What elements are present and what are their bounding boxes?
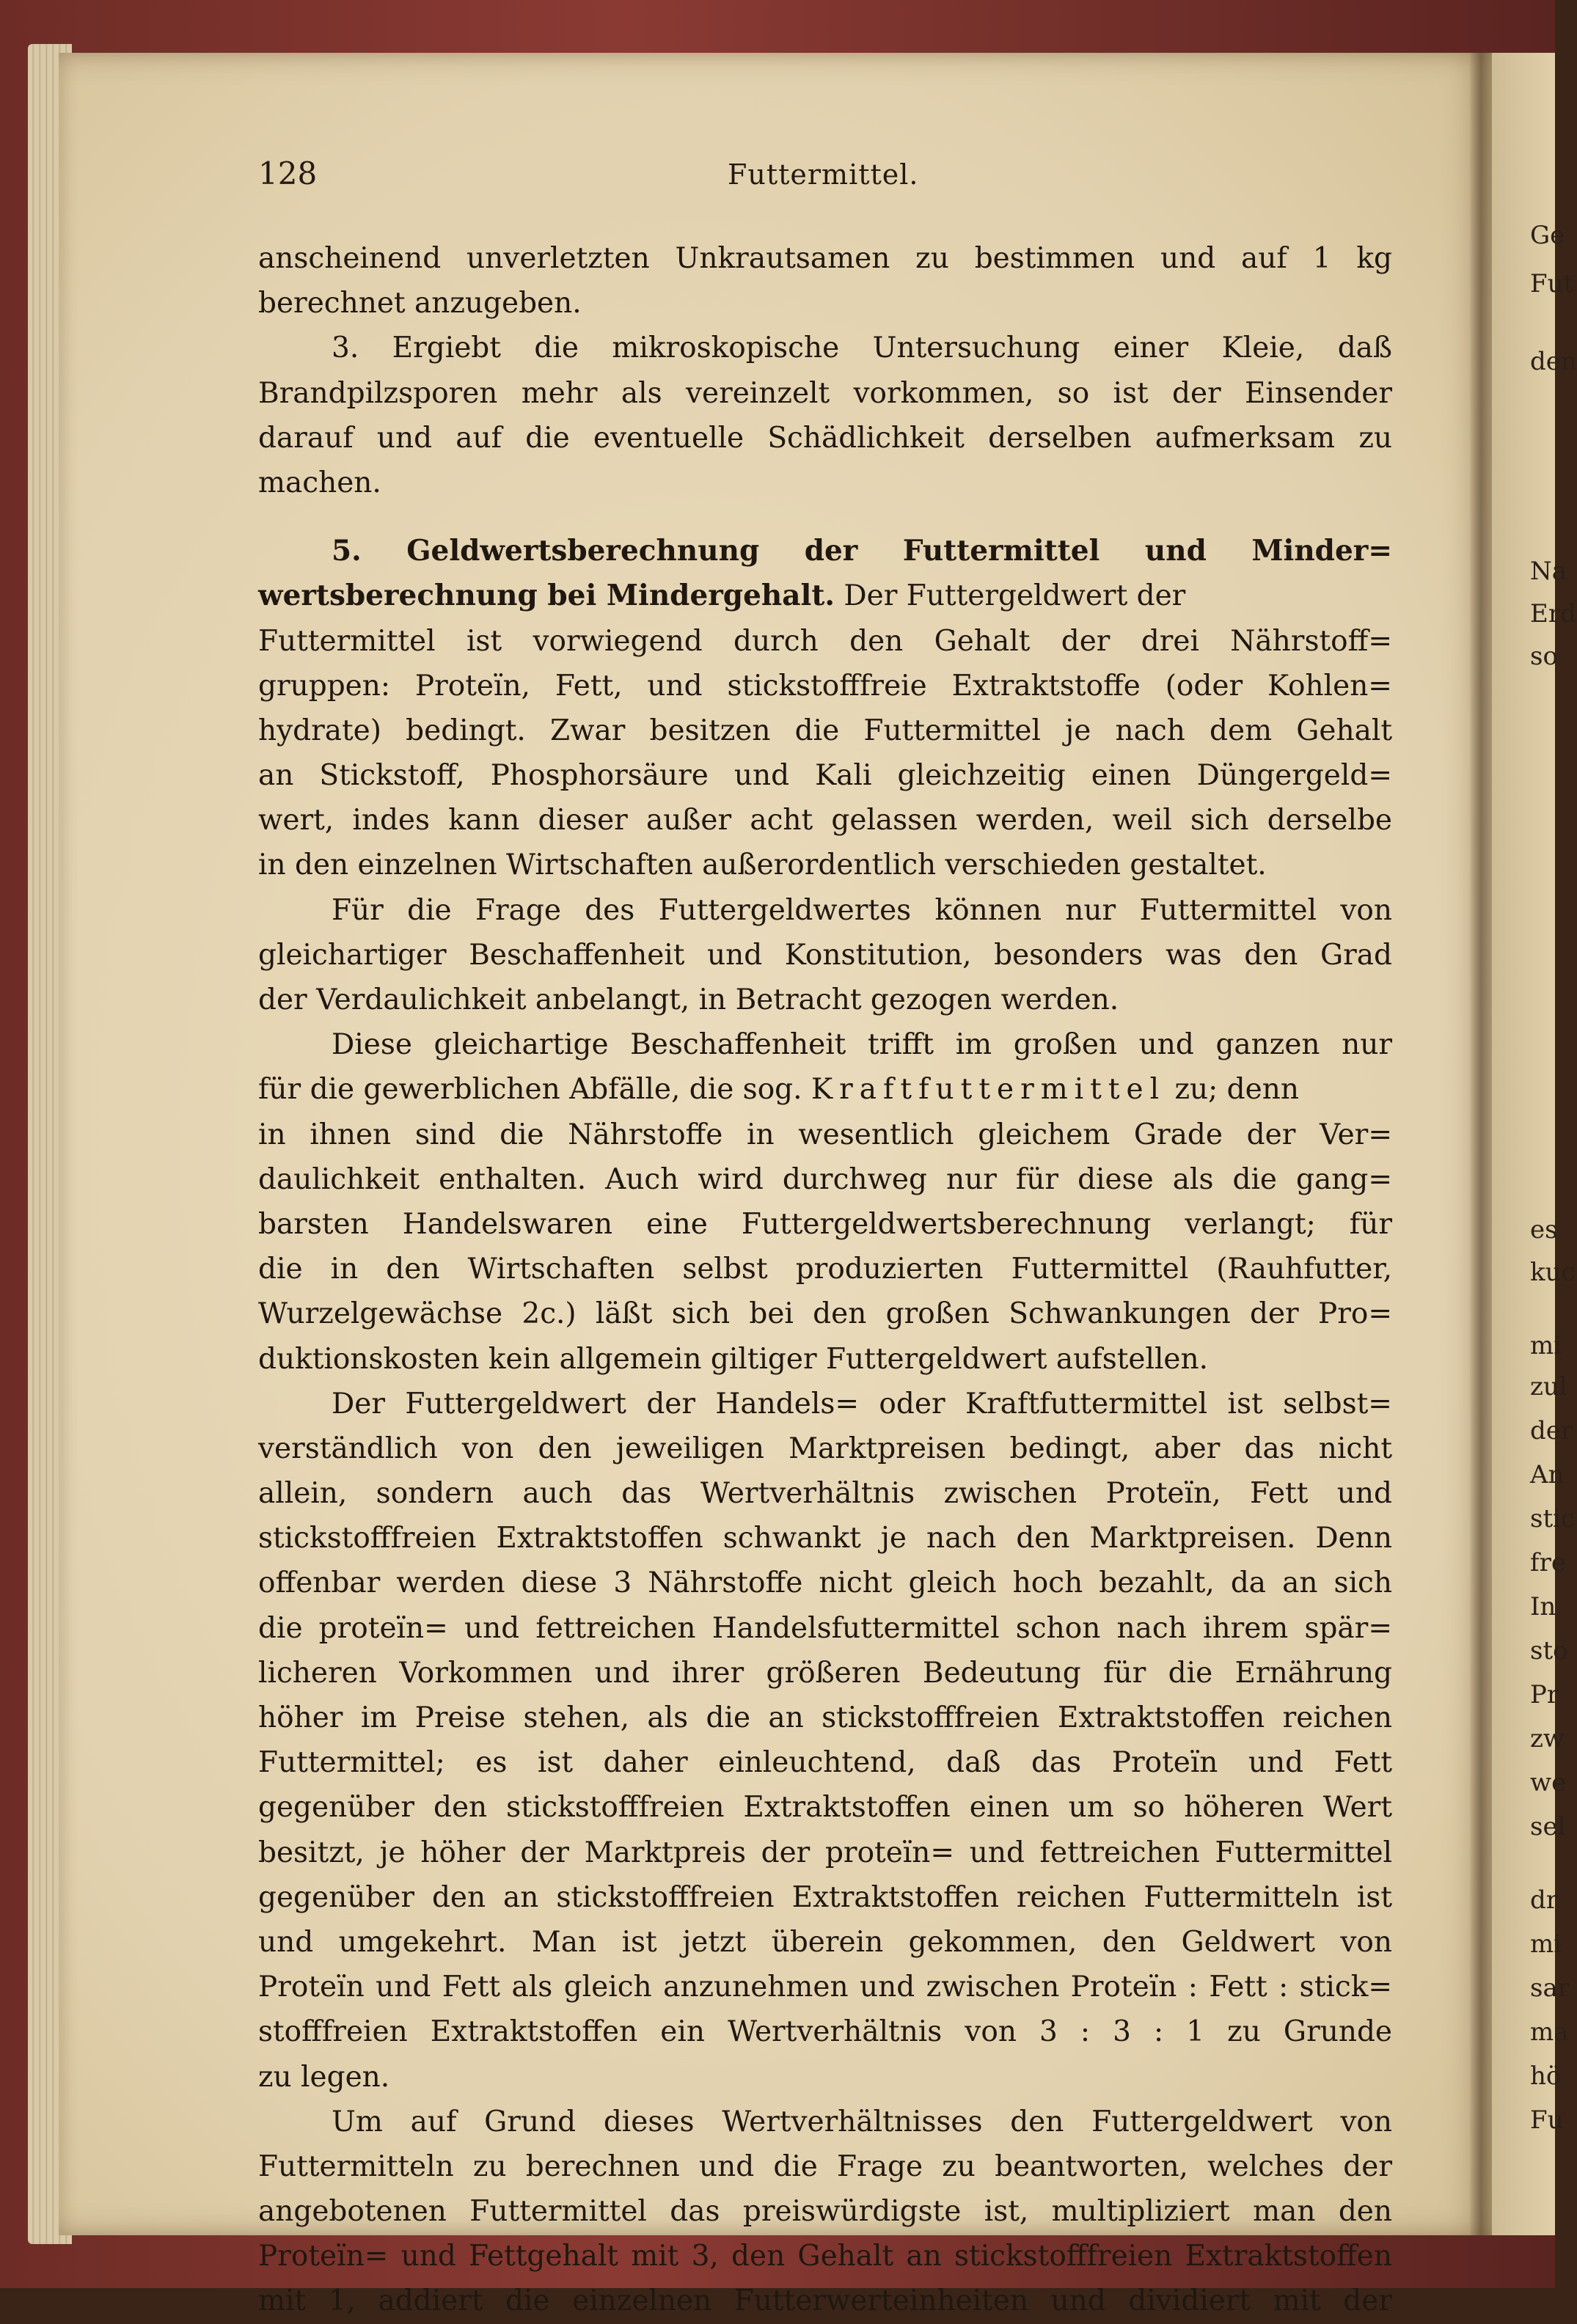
text-line: gleichartiger Beschaffenheit und Konstitution, besonders was den Grad: [258, 938, 1392, 972]
next-page-fragment: Fut: [1530, 269, 1574, 298]
text-line: Um auf Grund dieses Wertverhältnisses den Futtergeldwert von: [332, 2105, 1392, 2138]
text-line: duktionskosten kein allgemein giltiger Futtergeldwert aufstellen.: [258, 1342, 1209, 1376]
text-line: wert, indes kann dieser außer acht gelassen werden, weil sich derselbe: [258, 804, 1392, 837]
page-number: 128: [258, 155, 318, 191]
text-line: angebotenen Futtermittel das preiswürdigste ist, multipliziert man den: [258, 2195, 1392, 2229]
text-line: [258, 573, 1392, 618]
text-line: hydrate) bedingt. Zwar besitzen die Futtermittel je nach dem Gehalt: [258, 714, 1392, 747]
text-line-part: Der Futtergeldwert der: [844, 579, 1186, 613]
text-line: an Stickstoff, Phosphorsäure und Kali gleichzeitig einen Düngergeld=: [258, 759, 1392, 793]
page-header: [258, 155, 1392, 199]
text-line: gegenüber den an stickstofffreien Extraktstoffen reichen Futtermitteln ist: [258, 1880, 1392, 1914]
text-line-part: für die gewerblichen Abfälle, die sog.: [258, 1073, 802, 1107]
next-page-edge: [1492, 53, 1577, 2235]
text-line: Futtermitteln zu berechnen und die Frage zu beantworten, welches der: [258, 2149, 1392, 2183]
text-line: anscheinend unverletzten Unkrautsamen zu bestimmen und auf 1 kg: [258, 242, 1392, 275]
text-line: offenbar werden diese 3 Nährstoffe nicht gleich hoch bezahlt, da an sich: [258, 1566, 1392, 1600]
text-line: mit 1, addiert die einzelnen Futterwerteinheiten und dividiert mit der: [258, 2284, 1392, 2318]
next-page-fragment: Pr: [1530, 1680, 1559, 1709]
text-line: höher im Preise stehen, als die an stickstofffreien Extraktstoffen reichen: [258, 1701, 1392, 1734]
next-page-fragment: sel: [1530, 1812, 1566, 1841]
section-heading: 5. Geldwertsberechnung der Futtermittel und Minder=: [332, 534, 1392, 568]
next-page-fragment: sar: [1530, 1973, 1570, 2003]
next-page-fragment: mi: [1530, 1331, 1562, 1360]
text-line: Wurzelgewächse 2c.) läßt sich bei den großen Schwankungen der Pro=: [258, 1297, 1392, 1331]
text-line: machen.: [258, 466, 381, 499]
text-line: Proteïn= und Fettgehalt mit 3, den Gehalt an stickstofffreien Extraktstoffen: [258, 2240, 1392, 2273]
text-line: die in den Wirtschaften selbst produzierten Futtermittel (Rauhfutter,: [258, 1253, 1392, 1286]
next-page-fragment: stic: [1530, 1504, 1576, 1533]
next-page-fragment: fre: [1530, 1548, 1566, 1577]
next-page-fragment: kuc: [1530, 1258, 1576, 1287]
text-line: verständlich von den jeweiligen Marktpreisen bedingt, aber das nicht: [258, 1432, 1392, 1465]
next-page-fragment: es: [1530, 1215, 1558, 1245]
text-line: 3. Ergiebt die mikroskopische Untersuchung einer Kleie, daß: [332, 331, 1392, 365]
text-line: und umgekehrt. Man ist jetzt überein gekommen, den Geldwert von: [258, 1925, 1392, 1959]
text-line: in den einzelnen Wirtschaften außerordentlich verschieden gestaltet.: [258, 848, 1267, 882]
text-line: gegenüber den stickstofffreien Extraktstoffen einen um so höheren Wert: [258, 1791, 1392, 1825]
next-page-fragment: so: [1530, 642, 1558, 671]
text-line: die proteïn= und fettreichen Handelsfuttermittel schon nach ihrem spär=: [258, 1611, 1392, 1645]
text-line: Futtermittel ist vorwiegend durch den Gehalt der drei Nährstoff=: [258, 624, 1392, 658]
text-line: Diese gleichartige Beschaffenheit trifft im großen und ganzen nur: [332, 1028, 1392, 1062]
text-line: Futtermittel; es ist daher einleuchtend, daß das Proteïn und Fett: [258, 1746, 1392, 1780]
text-line: stofffreien Extraktstoffen ein Wertverhältnis von 3 : 3 : 1 zu Grunde: [258, 2015, 1392, 2049]
emphasized-term: Kraftfuttermittel: [811, 1073, 1166, 1107]
text-line: Proteïn und Fett als gleich anzunehmen und zwischen Proteïn : Fett : stick=: [258, 1971, 1392, 2004]
text-line: barsten Handelswaren eine Futtergeldwertsberechnung verlangt; für: [258, 1207, 1392, 1241]
next-page-fragment: sto: [1530, 1636, 1568, 1665]
next-page-fragment: Erd: [1530, 599, 1576, 628]
next-page-fragment: der: [1530, 1416, 1573, 1445]
body-text: [258, 236, 1392, 2324]
next-page-fragment: mi: [1530, 1929, 1562, 1959]
text-line: zu legen.: [258, 2060, 390, 2094]
next-page-fragment: zw: [1530, 1724, 1565, 1753]
text-line: Der Futtergeldwert der Handels= oder Kraftfuttermittel ist selbst=: [332, 1387, 1392, 1421]
next-page-fragment: den: [1530, 347, 1577, 376]
next-page-fragment: Ge: [1530, 221, 1565, 250]
next-page-fragment: An: [1530, 1460, 1565, 1489]
next-page-fragment: ma: [1530, 2017, 1569, 2047]
section-heading-end: wertsberechnung bei Mindergehalt.: [258, 579, 835, 613]
text-line: besitzt, je höher der Marktpreis der proteïn= und fettreichen Futtermittel: [258, 1836, 1392, 1869]
paragraph-gap: [258, 505, 1392, 529]
book-gutter: [1470, 53, 1492, 2235]
next-page-fragment: we: [1530, 1768, 1567, 1797]
text-line: daulichkeit enthalten. Auch wird durchweg nur für diese als die gang=: [258, 1162, 1392, 1196]
text-line: in ihnen sind die Nährstoffe in wesentlich gleichem Grade der Ver=: [258, 1118, 1392, 1151]
text-line: darauf und auf die eventuelle Schädlichkeit derselben aufmerksam zu: [258, 421, 1392, 455]
text-line: stickstofffreien Extraktstoffen schwankt je nach den Marktpreisen. Denn: [258, 1522, 1392, 1555]
next-page-fragment: hö: [1530, 2061, 1562, 2091]
text-line: licheren Vorkommen und ihrer größeren Bedeutung für die Ernährung: [258, 1656, 1392, 1690]
running-head: Futtermittel.: [728, 158, 919, 191]
text-line: allein, sondern auch das Wertverhältnis zwischen Proteïn, Fett und: [258, 1477, 1392, 1511]
text-line-part: zu; denn: [1174, 1073, 1299, 1107]
text-line: berechnet anzugeben.: [258, 287, 582, 320]
next-page-fragment: zul: [1530, 1372, 1567, 1401]
next-page-fragment: Na: [1530, 557, 1567, 586]
next-page-fragment: In: [1530, 1592, 1556, 1621]
text-line: der Verdaulichkeit anbelangt, in Betracht gezogen werden.: [258, 983, 1119, 1016]
next-page-fragment: Fu: [1530, 2105, 1564, 2135]
next-page-fragment: dr: [1530, 1885, 1559, 1915]
text-line: [258, 1067, 1392, 1112]
text-line: Brandpilzsporen mehr als vereinzelt vorkommen, so ist der Einsender: [258, 376, 1392, 410]
text-line: gruppen: Proteïn, Fett, und stickstofffreie Extraktstoffe (oder Kohlen=: [258, 669, 1392, 703]
text-line: Für die Frage des Futtergeldwertes können nur Futtermittel von: [332, 893, 1392, 927]
